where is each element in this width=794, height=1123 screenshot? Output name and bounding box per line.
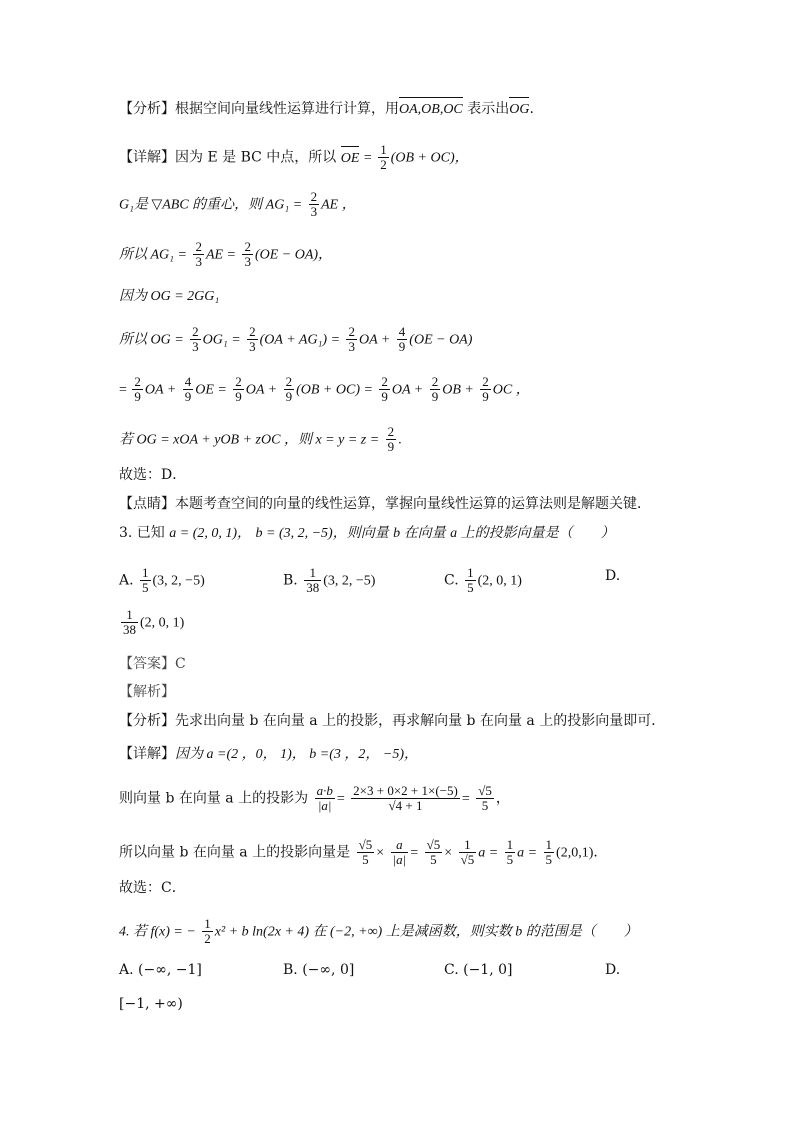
numerator: 2	[235, 374, 242, 389]
denominator: 9	[381, 389, 388, 404]
numerator: 1	[126, 607, 133, 622]
statement: 所以 AG₁ =	[119, 247, 187, 263]
fraction	[183, 375, 194, 404]
expression: OA +	[144, 382, 177, 398]
statement: 所以 OG =	[119, 332, 184, 348]
expression: (OA + AG₁) =	[259, 332, 341, 348]
statement: 因为 OG = 2GG₁	[119, 289, 220, 304]
denominator: 9	[184, 389, 192, 404]
numerator: 2×3 + 0×2 + 1×(−5)	[353, 783, 458, 798]
fraction	[351, 784, 460, 813]
comment-text: 本题考查空间的向量的线性运算，掌握向量线性运算的运算法则是解题关键．	[175, 496, 651, 512]
expression: (OE − OA)，	[254, 247, 333, 263]
option-label: D.	[605, 568, 621, 584]
detail-line-4	[119, 286, 219, 307]
expression: a =	[478, 845, 499, 861]
denominator: √5	[460, 852, 475, 867]
analysis-line-q3	[119, 711, 665, 731]
option-b[interactable]	[283, 566, 375, 595]
period: .	[398, 432, 402, 448]
denominator: 9	[387, 439, 395, 454]
numerator: 2	[310, 189, 318, 204]
numerator: 2	[285, 374, 293, 389]
denominator: 9	[134, 389, 141, 404]
fraction	[357, 838, 375, 867]
detail-tag: 【详解】	[119, 746, 175, 762]
denominator: |a|	[315, 798, 335, 813]
fraction	[544, 838, 555, 867]
numerator: 1	[467, 565, 474, 580]
numerator: 1	[380, 142, 387, 157]
numerator: 2	[348, 324, 355, 339]
denominator: 3	[249, 339, 256, 354]
statement: 若 OG = xOA + yOB + zOC ，则 x = y = z =	[119, 432, 380, 448]
expression: (OB + OC) =	[296, 382, 373, 398]
numerator: 2	[387, 424, 395, 439]
numerator: 1	[464, 837, 471, 852]
denominator: 5	[425, 852, 443, 867]
denominator: 3	[348, 339, 355, 354]
q4-option-d[interactable]: [−1, +∞)	[119, 996, 183, 1012]
fraction	[284, 375, 295, 404]
numerator: 2	[134, 374, 141, 389]
fraction	[121, 608, 138, 637]
question-3-stem	[119, 523, 615, 544]
denominator: 3	[195, 254, 202, 269]
fraction	[391, 838, 409, 867]
fraction	[397, 325, 408, 354]
answer-line-q2: 故选：D．	[119, 467, 187, 483]
detail-line-q3-2	[119, 784, 510, 813]
option-c[interactable]	[444, 566, 522, 595]
denominator: 38	[123, 622, 136, 637]
fraction	[247, 325, 258, 354]
numerator: 1	[506, 837, 514, 852]
expression: AE =	[205, 247, 236, 263]
denominator: 5	[142, 580, 149, 595]
analysis-tag: 【分析】	[119, 713, 175, 729]
option-d[interactable]	[119, 608, 184, 637]
numerator: 4	[184, 374, 192, 389]
numerator: 1	[142, 565, 149, 580]
q4-option-d-label[interactable]: D.	[605, 962, 621, 978]
numerator: 1	[545, 837, 553, 852]
fraction	[202, 917, 213, 946]
fraction	[459, 838, 477, 867]
times: ×	[444, 845, 453, 861]
equals: =	[363, 150, 372, 166]
numerator: 2	[192, 324, 199, 339]
analysis-line-q2	[119, 99, 534, 120]
fraction	[304, 566, 321, 595]
fraction	[379, 375, 390, 404]
numerator: 2	[431, 374, 439, 389]
expression: (OB + OC)，	[390, 150, 469, 166]
denominator: 5	[545, 852, 553, 867]
option-d-label[interactable]	[605, 566, 620, 586]
q4-option-b[interactable]: B. (−∞, 0]	[283, 962, 355, 978]
denominator: 9	[482, 389, 489, 404]
expression: OC ，	[492, 382, 530, 398]
option-label: C.	[444, 572, 459, 589]
stem-part: 4. 若 f(x) = −	[119, 924, 196, 940]
fraction	[315, 784, 335, 813]
option-value: (3, 2, −5)	[152, 573, 205, 589]
statement: 所以向量 b 在向量 a 上的投影向量是	[119, 844, 351, 861]
denominator: 2	[380, 157, 387, 172]
fraction	[386, 425, 397, 454]
denominator: √4 + 1	[351, 798, 460, 813]
times: ×	[376, 845, 385, 861]
detail-line-1	[119, 143, 469, 172]
question-4-stem	[119, 917, 638, 946]
numerator: 2	[249, 324, 256, 339]
option-value: (2, 0, 1)	[477, 573, 522, 589]
denominator: 5	[467, 580, 474, 595]
stem-part: a 上的投影向量是（ ）	[450, 526, 615, 541]
denominator: 3	[244, 254, 251, 269]
fraction	[242, 240, 253, 269]
numerator: 2	[244, 239, 251, 254]
equals: =	[461, 791, 470, 807]
numerator: 4	[398, 324, 406, 339]
expression: OG₁ =	[202, 332, 241, 348]
q4-option-a[interactable]: A. (−∞, −1]	[119, 962, 202, 978]
numerator: 1	[309, 565, 316, 580]
expression: AE ，	[321, 197, 356, 213]
jiexi-tag: 【解析】	[119, 684, 175, 700]
stem-part: x² + b ln(2x + 4) 在 (−2, +∞) 上是减函数，则实数 b 的范围是（ ）	[214, 924, 638, 940]
comment-tag: 【点睛】	[119, 496, 175, 512]
fraction	[193, 240, 204, 269]
denominator: |a|	[392, 852, 407, 867]
detail-line-7	[119, 425, 402, 454]
denominator: 5	[476, 798, 494, 813]
denominator: 3	[192, 339, 199, 354]
numerator: 2	[482, 374, 489, 389]
answer-tag: 【答案】C	[119, 656, 186, 672]
expression: OA +	[391, 382, 424, 398]
numerator: a·b	[316, 783, 333, 798]
stem-part: b 在向量	[393, 526, 446, 541]
comment-line-q2	[119, 494, 651, 514]
expression: OE =	[195, 382, 227, 398]
detail-line-6	[119, 375, 530, 404]
denominator: 3	[310, 204, 318, 219]
denominator: 2	[204, 931, 211, 946]
detail-line-q3-1	[119, 744, 418, 765]
denominator: 9	[235, 389, 242, 404]
numerator: a	[396, 837, 403, 852]
detail-line-q3-3	[119, 838, 607, 867]
denominator: 9	[431, 389, 439, 404]
numerator: √5	[426, 837, 441, 852]
option-label: B.	[283, 572, 298, 589]
denominator: 5	[506, 852, 514, 867]
analysis-text: 根据空间向量线性运算进行计算，用	[175, 101, 399, 117]
option-a[interactable]	[119, 566, 205, 595]
vector-list: OA,OB,OC	[399, 100, 463, 120]
expression: a =	[517, 845, 538, 861]
answer-line-q3: 故选：C．	[119, 880, 186, 896]
analysis-tag: 【分析】	[119, 101, 175, 117]
numerator: 2	[381, 374, 388, 389]
target-vector: OG	[509, 100, 529, 120]
expression: (2,0,1)．	[556, 845, 608, 861]
fraction	[346, 325, 357, 354]
fraction	[309, 190, 320, 219]
statement: 则向量 b 在向量 a 上的投影为	[119, 790, 309, 807]
denominator: 9	[285, 389, 293, 404]
vector-a-def: a = (2, 0, 1)，	[169, 526, 252, 541]
detail-line-5	[119, 325, 472, 354]
vector-oe: OE	[341, 149, 360, 169]
period: .	[529, 101, 534, 117]
comma: ，	[495, 790, 510, 807]
expression: OB +	[442, 382, 474, 398]
q4-option-c[interactable]: C. (−1, 0]	[444, 962, 513, 978]
denominator: 38	[306, 580, 320, 595]
numerator: √5	[358, 837, 373, 852]
analysis-tail: 表示出	[467, 101, 510, 117]
detail-line-3	[119, 240, 332, 269]
option-label: A.	[119, 572, 134, 589]
fraction	[378, 143, 389, 172]
expression: OA +	[358, 332, 391, 348]
detail-line-2	[119, 190, 356, 219]
equals: =	[119, 382, 131, 398]
numerator: √5	[478, 783, 492, 798]
fraction	[505, 838, 516, 867]
detail-text: 因为 E 是 BC 中点，所以	[175, 149, 337, 166]
fraction	[140, 566, 151, 595]
fraction	[425, 838, 443, 867]
fraction	[132, 375, 143, 404]
expression: OA +	[245, 382, 278, 398]
analysis-text: 先求出向量 b 在向量 a 上的投影，再求解向量 b 在向量 a 上的投影向量即可．	[175, 713, 666, 729]
fraction	[476, 784, 494, 813]
fraction	[430, 375, 441, 404]
detail-text: 因为 a =(2 ，0， 1)， b =(3 ，2， −5)，	[175, 747, 418, 762]
expression: (OE − OA)	[409, 332, 473, 348]
vector-b-def: b = (3, 2, −5)，则向量	[255, 526, 389, 541]
fraction	[190, 325, 201, 354]
fraction	[480, 375, 491, 404]
denominator: 9	[398, 339, 406, 354]
question-number: 3. 已知	[119, 525, 165, 541]
fraction	[233, 375, 244, 404]
fraction	[465, 566, 476, 595]
numerator: 1	[204, 916, 211, 931]
numerator: 2	[195, 239, 202, 254]
option-value: (3, 2, −5)	[323, 573, 376, 589]
centroid-statement: G₁是 ▽ABC 的重心，则 AG₁ =	[119, 197, 303, 213]
option-value: (2, 0, 1)	[140, 615, 185, 631]
equals: =	[336, 791, 345, 807]
detail-tag: 【详解】	[119, 149, 175, 166]
equals: =	[410, 845, 419, 861]
denominator: 5	[357, 852, 375, 867]
